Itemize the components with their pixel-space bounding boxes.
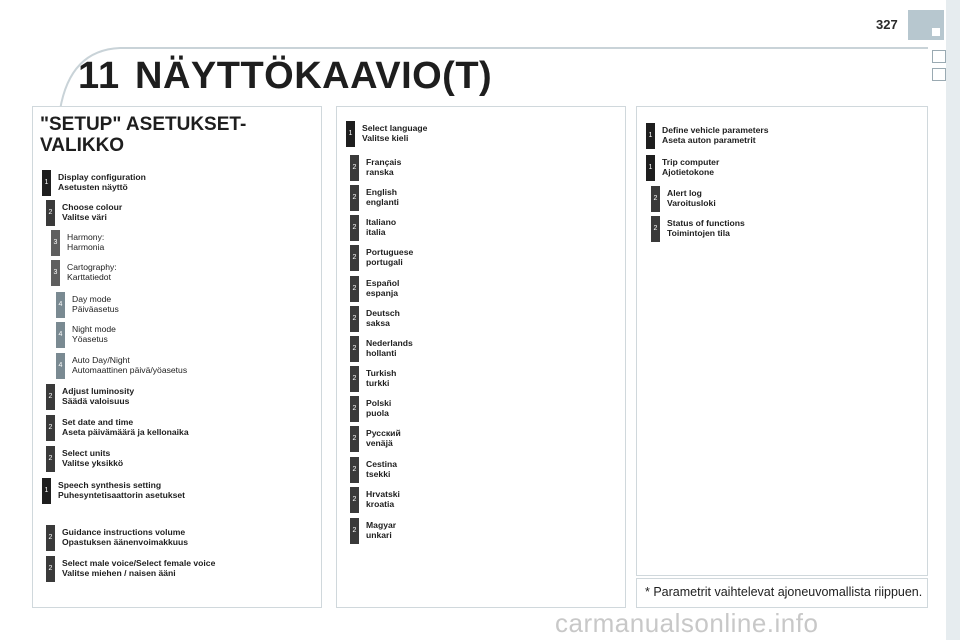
top-rule [120,47,928,49]
level-badge: 2 [46,446,55,472]
item-label-en: Night mode [72,324,116,334]
level-badge: 3 [51,230,60,256]
item-label-en: Hrvatski [366,489,400,499]
item-label-en: Adjust luminosity [62,386,135,396]
chapter-curve [0,40,150,110]
level-badge: 1 [42,170,51,196]
item-label-en: Русский [366,428,401,438]
level-badge: 2 [350,185,359,211]
item-label-en: Deutsch [366,308,400,318]
chapter-title: NÄYTTÖKAAVIO(T) [135,55,493,97]
level-badge: 2 [350,396,359,422]
menu-item-display-configuration [42,170,146,196]
menu-item-language-french [350,155,401,181]
item-label-en: Cestina [366,459,398,469]
level-badge: 2 [651,186,660,212]
menu-item-language-portuguese [350,245,413,271]
menu-item-auto-day-night [56,353,187,379]
menu-item-guidance-volume [46,525,188,551]
item-label-en: English [366,187,398,197]
menu-item-day-mode [56,292,119,318]
item-label-fi: Valitse kieli [362,133,409,143]
item-label-fi: saksa [366,318,390,328]
menu-item-speech-synthesis [42,478,185,504]
item-label-fi: Valitse väri [62,212,107,222]
level-badge: 2 [651,216,660,242]
item-label-fi: Puhesyntetisaattorin asetukset [58,490,186,500]
setup-title [40,114,246,156]
level-badge: 1 [646,123,655,149]
item-label-fi: kroatia [366,499,395,509]
item-label-en: Portuguese [366,247,414,257]
item-label-fi: Harmonia [67,242,105,252]
menu-item-language-spanish [350,276,399,302]
menu-item-language-turkish [350,366,396,392]
item-label-fi: ranska [366,167,394,177]
menu-item-language-polish [350,396,391,422]
corner-tab [908,10,944,40]
item-label-fi: italia [366,227,386,237]
item-label-fi: Asetusten näyttö [58,182,128,192]
menu-item-language-italian [350,215,396,241]
item-label-en: Define vehicle parameters [662,125,769,135]
menu-item-alert-log [651,186,716,212]
menu-item-language-hungarian [350,518,396,544]
menu-item-trip-computer [646,155,719,181]
item-label-en: Speech synthesis setting [58,480,162,490]
item-label-fi: Yöasetus [72,334,108,344]
item-label-fi: englanti [366,197,399,207]
item-label-en: Alert log [667,188,702,198]
page-number: 327 [876,17,898,32]
menu-item-language-english [350,185,399,211]
item-label-fi: Karttatiedot [67,272,111,282]
watermark: carmanualsonline.info [555,608,819,638]
menu-item-night-mode [56,322,116,348]
level-badge: 2 [350,518,359,544]
item-label-fi: turkki [366,378,390,388]
menu-item-adjust-luminosity [46,384,134,410]
menu-item-harmony [51,230,104,256]
menu-item-select-units [46,446,123,472]
item-label-en: Magyar [366,520,397,530]
side-checkbox [932,50,946,63]
item-label-en: Polski [366,398,392,408]
item-label-fi: hollanti [366,348,397,358]
item-label-fi: espanja [366,288,399,298]
level-badge: 2 [350,426,359,452]
level-badge: 2 [350,336,359,362]
item-label-fi: Säädä valoisuus [62,396,130,406]
item-label-fi: Ajotietokone [662,167,715,177]
item-label-en: Display configuration [58,172,146,182]
item-label-en: Trip computer [662,157,720,167]
side-checkbox [932,68,946,81]
level-badge: 2 [350,366,359,392]
menu-item-select-language [346,121,427,147]
item-label-en: Turkish [366,368,397,378]
item-label-en: Select language [362,123,428,133]
level-badge: 2 [46,384,55,410]
item-label-en: Status of functions [667,218,745,228]
menu-item-language-czech [350,457,397,483]
item-label-en: Français [366,157,402,167]
side-strip [946,0,960,640]
setup-title-line1: "SETUP" ASETUKSET- [40,114,247,135]
item-label-en: Set date and time [62,417,134,427]
level-badge: 2 [350,276,359,302]
level-badge: 4 [56,322,65,348]
item-label-fi: Aseta auton parametrit [662,135,756,145]
item-label-fi: Automaattinen päivä/yöasetus [72,365,188,375]
item-label-en: Day mode [72,294,112,304]
menu-item-language-dutch [350,336,413,362]
item-label-fi: Opastuksen äänenvoimakkuus [62,537,189,547]
level-badge: 2 [350,215,359,241]
item-label-fi: Aseta päivämäärä ja kellonaika [62,427,189,437]
level-badge: 2 [350,457,359,483]
item-label-en: Harmony: [67,232,105,242]
menu-item-cartography [51,260,117,286]
footnote-box [636,578,928,608]
item-label-en: Select units [62,448,111,458]
menu-item-language-russian [350,426,401,452]
level-badge: 2 [46,415,55,441]
item-label-fi: Päiväasetus [72,304,119,314]
item-label-en: Cartography: [67,262,117,272]
item-label-fi: puola [366,408,389,418]
level-badge: 4 [56,353,65,379]
level-badge: 3 [51,260,60,286]
menu-item-choose-colour [46,200,122,226]
menu-item-language-german [350,306,400,332]
item-label-en: Italiano [366,217,397,227]
item-label-fi: Valitse miehen / naisen ääni [62,568,176,578]
level-badge: 1 [42,478,51,504]
level-badge: 1 [646,155,655,181]
corner-square-icon [932,28,940,36]
item-label-en: Español [366,278,400,288]
item-label-fi: Toimintojen tila [667,228,730,238]
level-badge: 2 [350,487,359,513]
level-badge: 2 [350,306,359,332]
footnote-text: * Parametrit vaihtelevat ajoneuvomallista riippuen. [645,585,923,599]
item-label-en: Choose colour [62,202,123,212]
level-badge: 2 [46,525,55,551]
item-label-en: Nederlands [366,338,413,348]
item-label-fi: tsekki [366,469,391,479]
menu-item-set-date-time [46,415,189,441]
level-badge: 2 [46,556,55,582]
item-label-fi: unkari [366,530,392,540]
level-badge: 1 [346,121,355,147]
setup-title-line2: VALIKKO [40,135,125,156]
level-badge: 4 [56,292,65,318]
menu-item-language-croatian [350,487,400,513]
item-label-fi: Valitse yksikkö [62,458,124,468]
level-badge: 2 [46,200,55,226]
item-label-fi: Varoitusloki [667,198,716,208]
menu-item-select-voice [46,556,215,582]
menu-item-define-vehicle-parameters [646,123,769,149]
item-label-fi: portugali [366,257,403,267]
chapter-number: 11 [78,55,121,97]
item-label-fi: venäjä [366,438,393,448]
level-badge: 2 [350,155,359,181]
level-badge: 2 [350,245,359,271]
menu-item-status-of-functions [651,216,745,242]
item-label-en: Auto Day/Night [72,355,130,365]
item-label-en: Select male voice/Select female voice [62,558,216,568]
item-label-en: Guidance instructions volume [62,527,186,537]
